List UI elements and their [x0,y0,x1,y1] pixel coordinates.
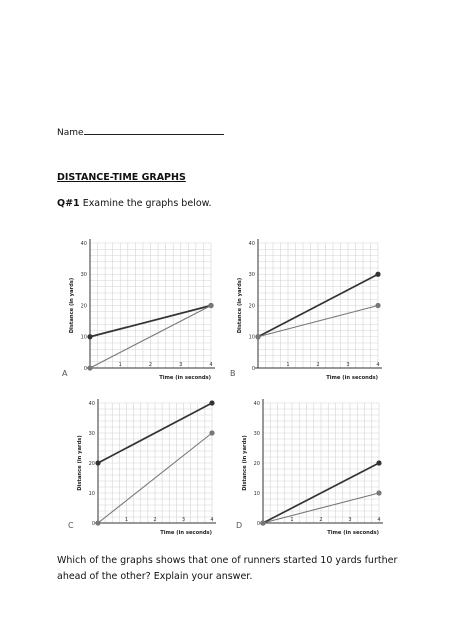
name-blank[interactable] [84,125,224,135]
graph-c-x-tick-label: 3 [181,517,186,523]
graph-a-y-tick-label: 10 [80,334,87,341]
graph-d-y-tick-label: 20 [253,460,260,467]
graph-b-y-tick-label: 40 [248,240,255,247]
graph-c-x-tick-label: 1 [124,517,129,523]
graph-a-letter: A [62,369,68,378]
graph-a-series-2-point [208,303,213,308]
graph-c-series-2-point [209,430,214,435]
graph-a-y-axis-title: Distance (in yards) [69,277,75,334]
graph-a-x-tick-label: 2 [148,362,153,368]
graph-b-x-tick-label: 3 [346,362,350,368]
graph-b-y-tick-label: 20 [248,303,255,310]
question-prompt: Which of the graphs shows that one of runners started 10 yards further ahead of the other? Explain your answer. [57,555,398,582]
graph-c-letter: C [68,521,74,530]
graph-a-x-tick-label: 4 [209,362,213,368]
graph-a-x-tick-label: 3 [179,362,183,368]
graph-c-y-tick-label: 10 [88,490,95,497]
graph-c-y-tick-label: 0 [91,520,95,527]
graph-d-series-2-point [260,520,265,525]
graph-b-x-axis-title: Time (in seconds) [326,375,378,381]
graph-a-x-axis-title: Time (in seconds) [159,375,211,381]
graph-c-series-2-point [95,520,100,525]
question-text: Examine the graphs below. [82,198,212,209]
graph-b-letter: B [230,369,236,378]
graph-d-series-2-point [376,490,381,495]
graph-d-x-tick-label: 1 [290,517,294,523]
graph-b-x-tick-label: 4 [376,362,380,368]
graph-c-x-axis-title: Time (in seconds) [160,530,212,536]
graph-a-series-2-point [87,365,92,370]
graph-c [65,395,235,540]
graph-d-x-tick-label: 4 [377,517,381,523]
graph-b-series-1-point [375,272,380,277]
graph-d-y-axis-title: Distance (in yards) [242,435,248,491]
graph-c-y-axis-title: Distance (in yards) [77,435,83,491]
name-label: Name [57,128,84,138]
graph-c-y-tick-label: 20 [88,460,95,467]
graph-b-x-tick-label: 1 [286,362,290,368]
section-title: DISTANCE-TIME GRAPHS [57,172,186,183]
graph-d-x-tick-label: 2 [319,517,323,523]
graph-d-x-tick-label: 3 [348,517,352,523]
graph-b-y-tick-label: 0 [251,365,255,372]
graph-d-y-tick-label: 30 [253,430,260,437]
graph-a [58,235,228,385]
graph-a-x-tick-label: 1 [118,362,122,368]
graph-d-series-1-point [376,460,381,465]
graph-c-y-tick-label: 40 [88,400,95,407]
graph-d-y-tick-label: 10 [253,490,260,497]
graph-b-y-tick-label: 30 [248,272,255,279]
graph-d-letter: D [236,521,243,530]
graph-b-series-2-point [255,334,260,339]
graph-c-y-tick-label: 30 [88,430,95,437]
graph-d-y-tick-label: 40 [253,400,260,407]
graph-d-x-axis-title: Time (in seconds) [327,530,379,536]
graph-a-series-1-point [87,334,92,339]
question-number: Q#1 [57,198,80,209]
graph-d [232,395,402,540]
graph-c-x-tick-label: 4 [210,517,214,523]
name-line [57,125,224,138]
graph-c-x-tick-label: 2 [153,517,157,523]
graph-b-series-2-point [375,303,380,308]
graph-a-y-tick-label: 40 [80,240,87,247]
graph-b [228,235,398,385]
graph-a-y-tick-label: 20 [80,303,87,310]
question [57,198,212,209]
graph-d-y-tick-label: 0 [256,520,260,527]
graph-a-y-tick-label: 0 [83,365,87,372]
graph-c-series-1-point [209,400,214,405]
graph-b-y-axis-title: Distance (in yards) [237,277,243,334]
graph-a-y-tick-label: 30 [80,272,87,279]
graph-c-series-1-point [95,460,100,465]
graph-b-y-tick-label: 10 [248,334,255,341]
graph-b-x-tick-label: 2 [316,362,320,368]
